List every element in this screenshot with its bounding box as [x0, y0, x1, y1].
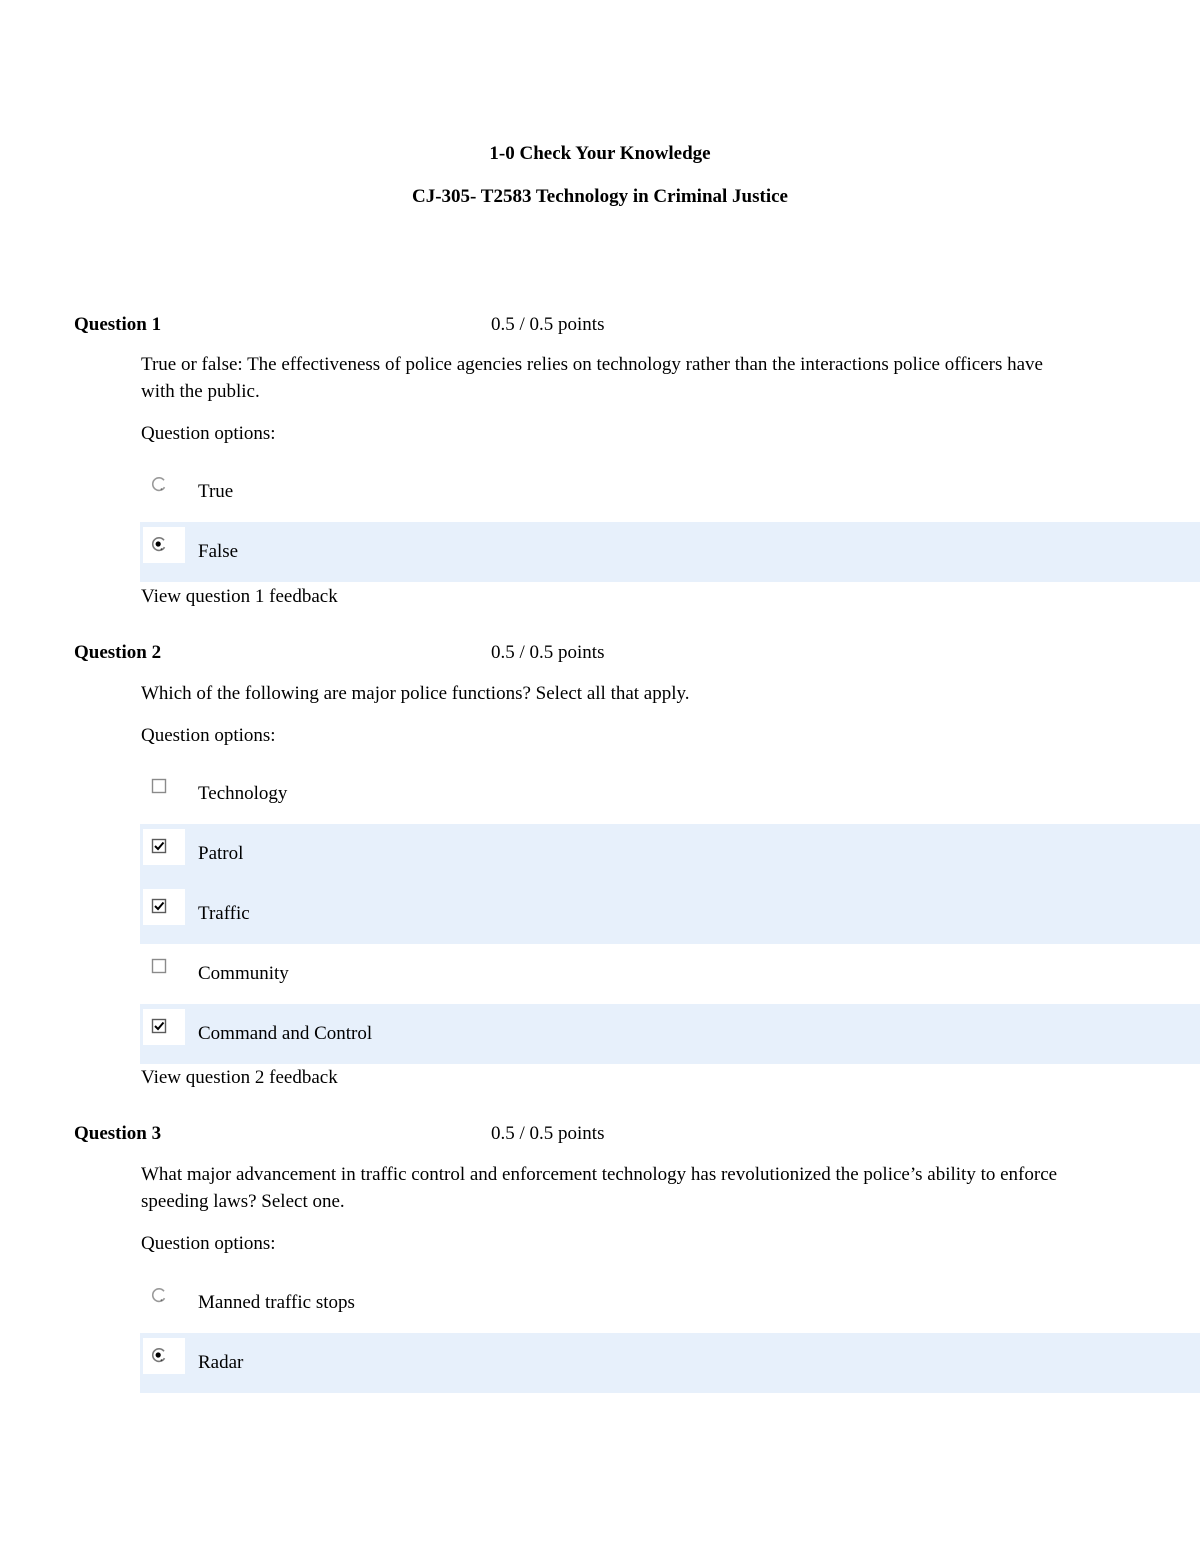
question-points: 0.5 / 0.5 points [491, 314, 605, 335]
view-feedback-link[interactable]: View question 1 feedback [141, 586, 338, 607]
radio-unchecked-icon[interactable] [151, 1287, 167, 1303]
option-label: Command and Control [198, 1023, 373, 1044]
option-row-selected[interactable] [140, 1004, 1200, 1064]
checkbox-checked-icon[interactable] [151, 898, 167, 914]
option-control-box [143, 527, 185, 563]
question-text: Which of the following are major police functions? Select all that apply. [141, 683, 690, 704]
option-control-box [143, 1338, 185, 1374]
option-row[interactable] [140, 1273, 1200, 1333]
option-row[interactable] [140, 764, 1200, 824]
option-label: Traffic [198, 903, 250, 924]
option-label: False [198, 541, 239, 562]
view-feedback-link[interactable]: View question 2 feedback [141, 1067, 338, 1088]
question-points: 0.5 / 0.5 points [491, 642, 605, 663]
option-control-box [143, 829, 185, 865]
option-row[interactable] [140, 462, 1200, 522]
option-label: Technology [198, 783, 288, 804]
option-row-selected[interactable] [140, 522, 1200, 582]
option-label: True [198, 481, 234, 502]
option-label: Radar [198, 1352, 244, 1373]
option-control-box [143, 949, 185, 985]
option-control-box [143, 1278, 185, 1314]
option-label: Community [198, 963, 289, 984]
document-title: 1-0 Check Your Knowledge [489, 143, 711, 164]
question-heading: Question 1 [74, 314, 162, 335]
question-text: True or false: The effectiveness of police agencies relies on technology rather than the interactions police officers have with the public. [141, 354, 1043, 402]
option-label: Patrol [198, 843, 244, 864]
option-row-selected[interactable] [140, 884, 1200, 944]
option-label: Manned traffic stops [198, 1292, 355, 1313]
question-points: 0.5 / 0.5 points [491, 1123, 605, 1144]
checkbox-checked-icon[interactable] [151, 838, 167, 854]
question-text: What major advancement in traffic control and enforcement technology has revolutionized the police’s ability to enforce speeding laws? Select one. [141, 1164, 1058, 1212]
question-heading: Question 2 [74, 642, 162, 663]
course-title: CJ-305- T2583 Technology in Criminal Justice [412, 186, 788, 207]
option-control-box [143, 769, 185, 805]
question-heading: Question 3 [74, 1123, 162, 1144]
checkbox-unchecked-icon[interactable] [151, 778, 167, 794]
option-row-selected[interactable] [140, 824, 1200, 884]
question-options-label: Question options: [141, 423, 276, 444]
radio-unchecked-icon[interactable] [151, 476, 167, 492]
radio-checked-icon[interactable] [151, 536, 167, 552]
question-options-label: Question options: [141, 725, 276, 746]
option-control-box [143, 889, 185, 925]
checkbox-unchecked-icon[interactable] [151, 958, 167, 974]
option-control-box [143, 467, 185, 503]
radio-checked-icon[interactable] [151, 1347, 167, 1363]
checkbox-checked-icon[interactable] [151, 1018, 167, 1034]
option-control-box [143, 1009, 185, 1045]
option-row[interactable] [140, 944, 1200, 1004]
question-options-label: Question options: [141, 1233, 276, 1254]
option-row-selected[interactable] [140, 1333, 1200, 1393]
